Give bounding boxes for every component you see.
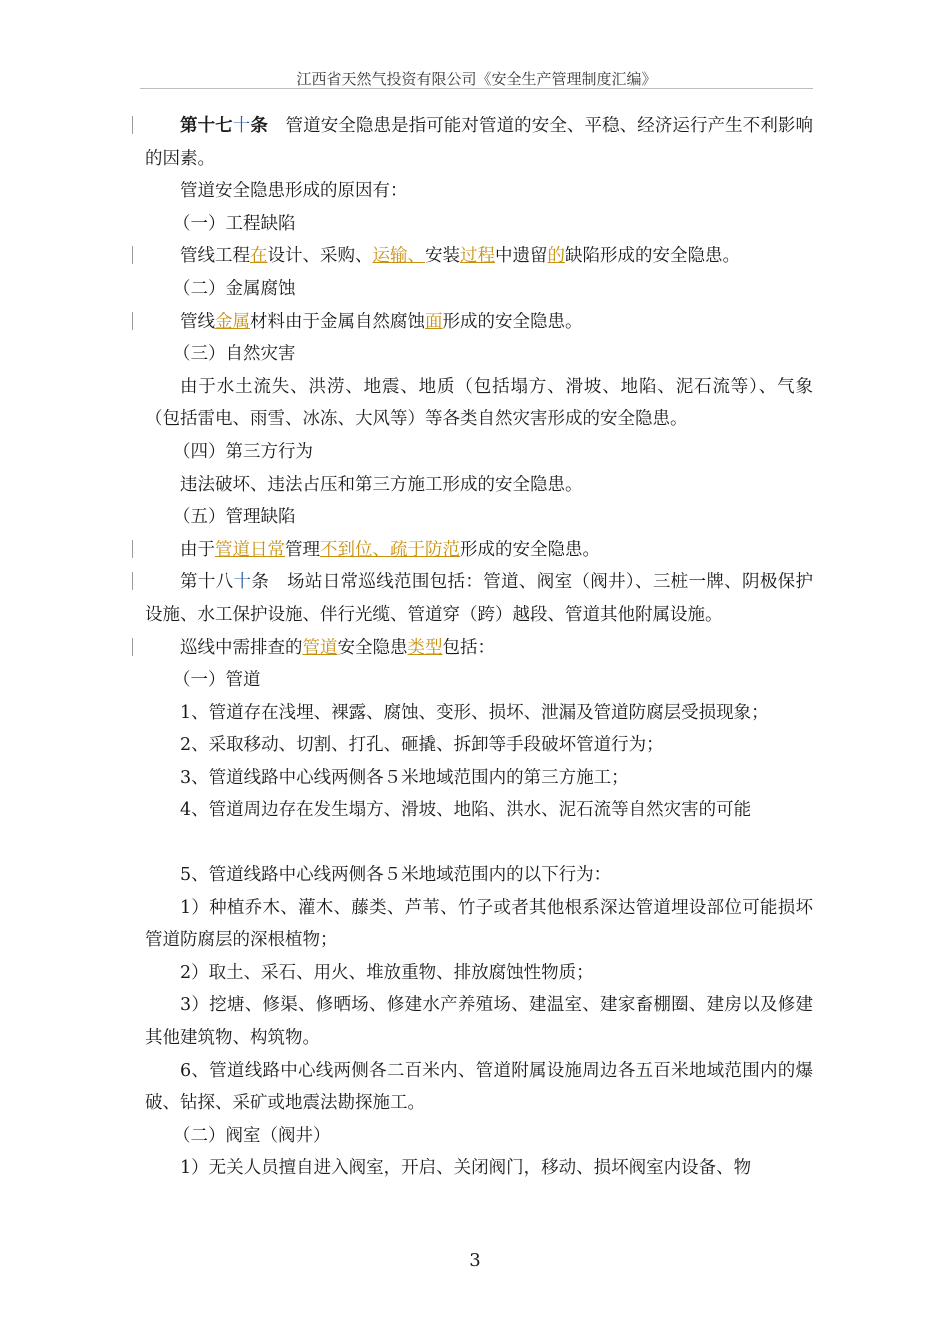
pipeline-title: （一）管道	[173, 670, 261, 691]
article-18-text: 场站日常巡线范围包括：管道、阀室（阀井）、三桩一牌、阴极保护设施、水工保护设施、伴行光缆、管道穿（跨）越段、管道其他附属设施。	[145, 572, 814, 625]
pipeline-item-2: 2、采取移动、切割、打孔、砸撬、拆卸等手段破坏管道行为；	[180, 735, 664, 756]
pipeline-item-6: 6、管道线路中心线两侧各二百米内、管道附属设施周边各五百米地域范围内的爆破、钻探、采矿或地震法勘探施工。	[145, 1060, 813, 1114]
s5-b: 管道日常	[215, 539, 285, 560]
inspect-a: 巡线中需排查的	[180, 637, 303, 658]
section-3-text: 由于水土流失、洪涝、地震、地质（包括塌方、滑坡、地陷、泥石流等）、气象（包括雷电、雨雪、冰冻、大风等）等各类自然灾害形成的安全隐患。	[145, 376, 813, 430]
s1-i: 缺陷形成的安全隐患。	[565, 246, 740, 267]
pipeline-item-5: 5、管道线路中心线两侧各５米地域范围内的以下行为：	[180, 865, 612, 886]
section-2-text	[145, 306, 813, 339]
inspect-b: 管道	[302, 637, 338, 658]
s1-e: 安装	[425, 246, 460, 267]
s5-d: 不到位、疏于防范	[320, 539, 460, 560]
s1-g: 中遗留	[495, 246, 548, 267]
s1-h: 的	[547, 246, 565, 267]
s1-b: 在	[250, 246, 268, 267]
s5-a: 由于	[180, 539, 215, 560]
page-number: 3	[469, 1250, 481, 1271]
article-18-label-revision: 十	[233, 572, 252, 593]
section-5-title: （五）管理缺陷	[173, 507, 296, 528]
causes-intro: 管道安全隐患形成的原因有：	[180, 181, 408, 202]
pipeline-item-5-1: 1）种植乔木、灌木、藤类、芦苇、竹子或者其他根系深达管道埋设部位可能损坏管道防腐层的深根植物；	[145, 897, 813, 951]
section-4-text: 违法破坏、违法占压和第三方施工形成的安全隐患。	[180, 474, 583, 495]
article-17-label-c: 条	[250, 116, 268, 136]
document-body	[145, 110, 813, 1185]
revision-mark	[132, 540, 133, 558]
s1-c: 设计、采购、	[267, 246, 373, 267]
inspect-d: 类型	[407, 637, 443, 658]
valve-title: （二）阀室（阀井）	[173, 1125, 331, 1146]
section-5-text	[145, 534, 813, 567]
section-1-text	[145, 240, 813, 273]
section-2-title: （二）金属腐蚀	[173, 278, 296, 299]
blank-line	[145, 827, 813, 859]
section-4-title: （四）第三方行为	[173, 441, 313, 462]
pipeline-item-1: 1、管道存在浅埋、裸露、腐蚀、变形、损坏、泄漏及管道防腐层受损现象；	[180, 702, 769, 723]
article-17	[145, 110, 813, 175]
inspect-intro	[145, 632, 813, 665]
article-17-label-a: 第十七	[180, 116, 233, 136]
article-18-label-c: 条	[251, 572, 270, 593]
section-1-title: （一）工程缺陷	[173, 213, 296, 234]
s2-d: 面	[425, 311, 443, 332]
inspect-e: 包括：	[442, 637, 495, 658]
s5-e: 形成的安全隐患。	[460, 539, 600, 560]
page-header: 江西省天然气投资有限公司《安全生产管理制度汇编》	[296, 70, 657, 88]
header-rule	[140, 88, 813, 89]
s2-a: 管线	[180, 311, 215, 332]
revision-mark	[132, 572, 133, 590]
s2-c: 材料由于金属自然腐蚀	[250, 311, 425, 332]
revision-mark	[132, 638, 133, 656]
pipeline-item-4: 4、管道周边存在发生塌方、滑坡、地陷、洪水、泥石流等自然灾害的可能	[180, 800, 752, 821]
s1-d: 运输、	[372, 246, 425, 267]
revision-mark	[132, 312, 133, 330]
article-18-label-a: 第十八	[180, 572, 234, 593]
section-3-title: （三）自然灾害	[173, 344, 296, 365]
article-17-label-revision: 十	[232, 116, 251, 136]
s2-b: 金属	[215, 311, 250, 332]
pipeline-item-5-3: 3）挖塘、修渠、修晒场、修建水产养殖场、建温室、建家畜棚圈、建房以及修建其他建筑物、构筑物。	[145, 995, 813, 1049]
s5-c: 管理	[285, 539, 320, 560]
article-17-text: 管道安全隐患是指可能对管道的安全、平稳、经济运行产生不利影响的因素。	[145, 116, 814, 169]
pipeline-item-3: 3、管道线路中心线两侧各５米地域范围内的第三方施工；	[180, 767, 629, 788]
valve-item-1: 1）无关人员擅自进入阀室，开启、关闭阀门，移动、损坏阀室内设备、物	[180, 1158, 752, 1179]
inspect-c: 安全隐患	[337, 637, 408, 658]
s1-f: 过程	[460, 246, 495, 267]
revision-mark	[132, 246, 133, 264]
revision-mark	[132, 116, 133, 134]
pipeline-item-5-2: 2）取土、采石、用火、堆放重物、排放腐蚀性物质；	[180, 962, 594, 983]
s1-a: 管线工程	[180, 246, 250, 267]
s2-e: 形成的安全隐患。	[442, 311, 583, 332]
article-18	[145, 566, 813, 631]
